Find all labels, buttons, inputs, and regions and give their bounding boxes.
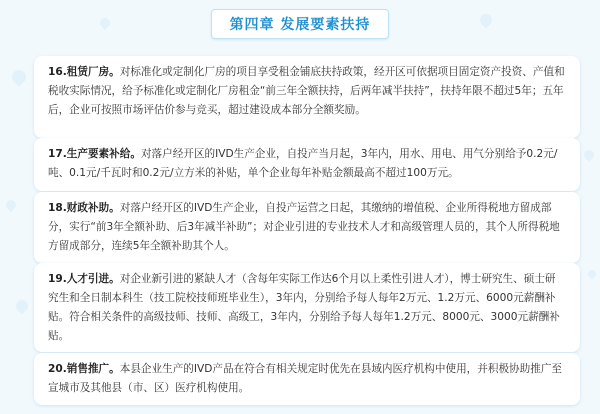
policy-card-18 [34,192,580,263]
policy-card-20 [34,353,580,405]
policy-heading: 19.人才引进。 [48,273,120,285]
background-drop [582,148,596,162]
background-drop [14,298,31,315]
policy-heading: 16.租赁厂房。 [48,66,120,78]
policy-body: 本县企业生产的IVD产品在符合有相关规定时优先在县域内医疗机构中使用，并积极协助推广至宣城市及其他县（市、区）医疗机构使用。 [48,363,563,394]
policy-card-17 [34,138,580,191]
chapter-title-box [211,9,390,39]
policy-card-19 [34,263,580,352]
background-drop [586,268,597,279]
policy-card-16 [34,56,580,138]
chapter-title: 第四章 发展要素扶持 [229,17,371,33]
policy-heading: 18.财政补助。 [48,202,120,214]
policy-heading: 20.销售推广。 [48,363,120,375]
chapter-header [0,6,600,40]
background-drop [9,67,29,87]
policy-body: 对标准化或定制化厂房的项目享受租金铺底扶持政策，经开区可依据项目固定资产投资、产值和税收实际情况，给予标准化或定制化厂房租金“前三年全额扶持，后两年减半扶持”，扶持年限不超过5年；五年后，企业可按照市场评估价参与竞买，超过建设成本部分全额奖励。 [48,66,565,116]
background-drop [4,198,18,212]
policy-heading: 17.生产要素补给。 [48,148,141,160]
policy-body: 对落户经开区的IVD生产企业，自投产运营之日起，其缴纳的增值税、企业所得税地方留成部分，实行“前3年全额补助、后3年减半补助”；对企业引进的专业技术人才和高级管理人员的，其个人所得税地方留成部分，连续5年全额补助其个人。 [48,202,560,252]
policy-body: 对落户经开区的IVD生产企业，自投产当月起，3年内，用水、用电、用气分别给予0.2元/吨、0.1元/千瓦时和0.2元/立方米的补贴，单个企业每年补贴金额最高不超过100万元。 [48,148,558,179]
policy-body: 对企业新引进的紧缺人才（含每年实际工作达6个月以上柔性引进人才），博士研究生、硕士研究生和全日制本科生（技工院校技师班毕业生），3年内，分别给予每人每年2万元、1.2万元、6000元薪酬补贴。符合相关条件的高级技师、技师、高级工，3年内，分别给予每人每年1.2万元、8000元、3000元薪酬补贴。 [48,273,560,342]
